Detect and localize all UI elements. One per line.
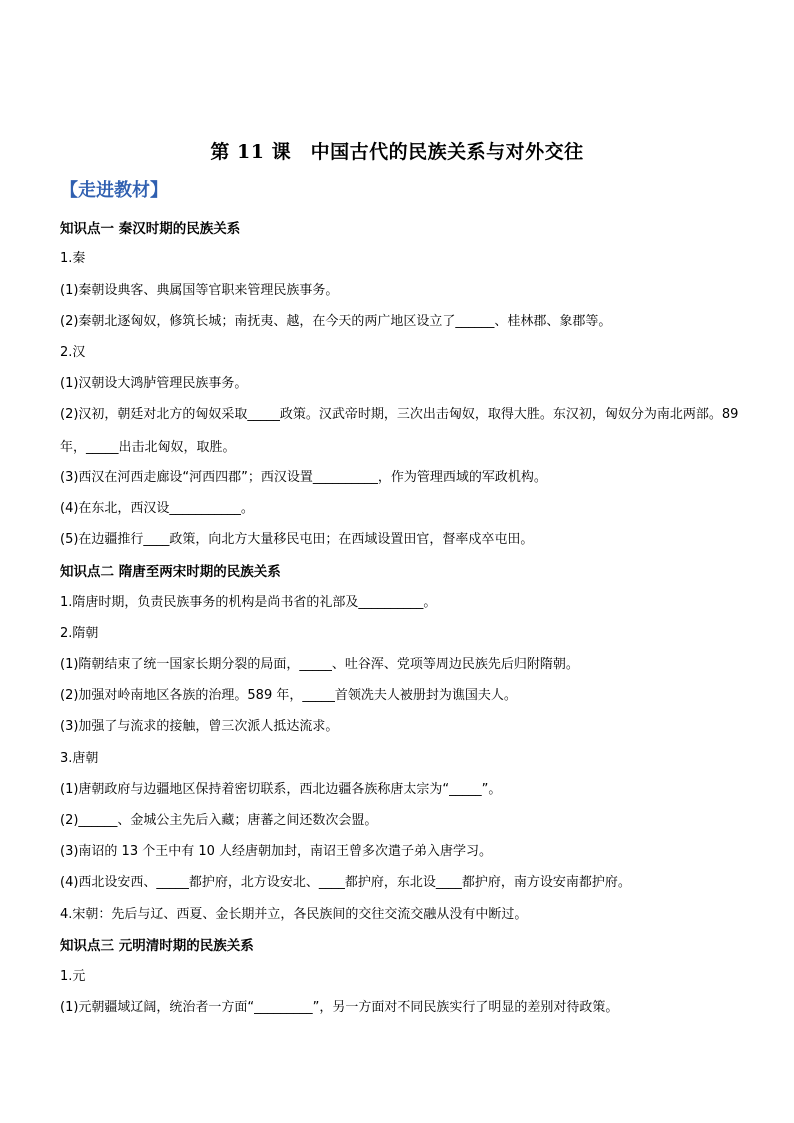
subheading: 1.元 [60,969,86,984]
text-line: 1.隋唐时期，负责民族事务的机构是尚书省的礼部及__________。 [60,595,437,610]
text-line: 4.宋朝：先后与辽、西夏、金长期并立，各民族间的交往交流交融从没有中断过。 [60,907,528,922]
text-line: (1)元朝疆域辽阔，统治者一方面“_________”，另一方面对不同民族实行了明显的差别对待政策。 [60,1000,619,1015]
knowledge-point-heading: 知识点一 秦汉时期的民族关系 [60,221,241,237]
text-line: (2)加强对岭南地区各族的治理。589 年，_____首领冼夫人被册封为谯国夫人。 [60,688,517,703]
knowledge-point-heading: 知识点二 隋唐至两宋时期的民族关系 [60,564,281,580]
text-line: (2)______、金城公主先后入藏；唐蕃之间还数次会盟。 [60,813,378,828]
text-line: (1)唐朝政府与边疆地区保持着密切联系，西北边疆各族称唐太宗为“_____”。 [60,782,502,797]
text-line: (4)西北设安西、_____都护府，北方设安北、____都护府，东北设____都护府，南方设安南都护府。 [60,875,631,890]
subheading: 1.秦 [60,251,86,266]
text-line: (4)在东北，西汉设___________。 [60,501,254,516]
section-header: 【走进教材】 [60,180,168,201]
text-line: (1)秦朝设典客、典属国等官职来管理民族事务。 [60,283,339,298]
subheading: 3.唐朝 [60,751,99,766]
text-line: (2)秦朝北逐匈奴，修筑长城；南抚夷、越，在今天的两广地区设立了______、桂林郡、象郡等。 [60,314,612,329]
text-line: (5)在边疆推行____政策，向北方大量移民屯田；在西域设置田官，督率戍卒屯田。 [60,532,534,547]
text-line: (3)加强了与流求的接触，曾三次派人抵达流求。 [60,719,339,734]
text-line: (1)汉朝设大鸿胪管理民族事务。 [60,376,248,391]
subheading: 2.汉 [60,345,86,360]
text-line: (3)南诏的 13 个王中有 10 人经唐朝加封，南诏王曾多次遣子弟入唐学习。 [60,844,493,859]
knowledge-point-heading: 知识点三 元明清时期的民族关系 [60,938,254,954]
page-title: 第 11 课 中国古代的民族关系与对外交往 [210,141,584,163]
subheading: 2.隋朝 [60,626,99,641]
text-paragraph: (2)汉初，朝廷对北方的匈奴采取_____政策。汉武帝时期，三次出击匈奴，取得大胜。东汉初，匈奴分为南北两部。89 年，_____出击北匈奴，取胜。 [60,407,739,455]
text-line: (1)隋朝结束了统一国家长期分裂的局面，_____、吐谷浑、党项等周边民族先后归附隋朝。 [60,657,579,672]
text-line: (3)西汉在河西走廊设“河西四郡”；西汉设置__________，作为管理西域的军政机构。 [60,470,547,485]
